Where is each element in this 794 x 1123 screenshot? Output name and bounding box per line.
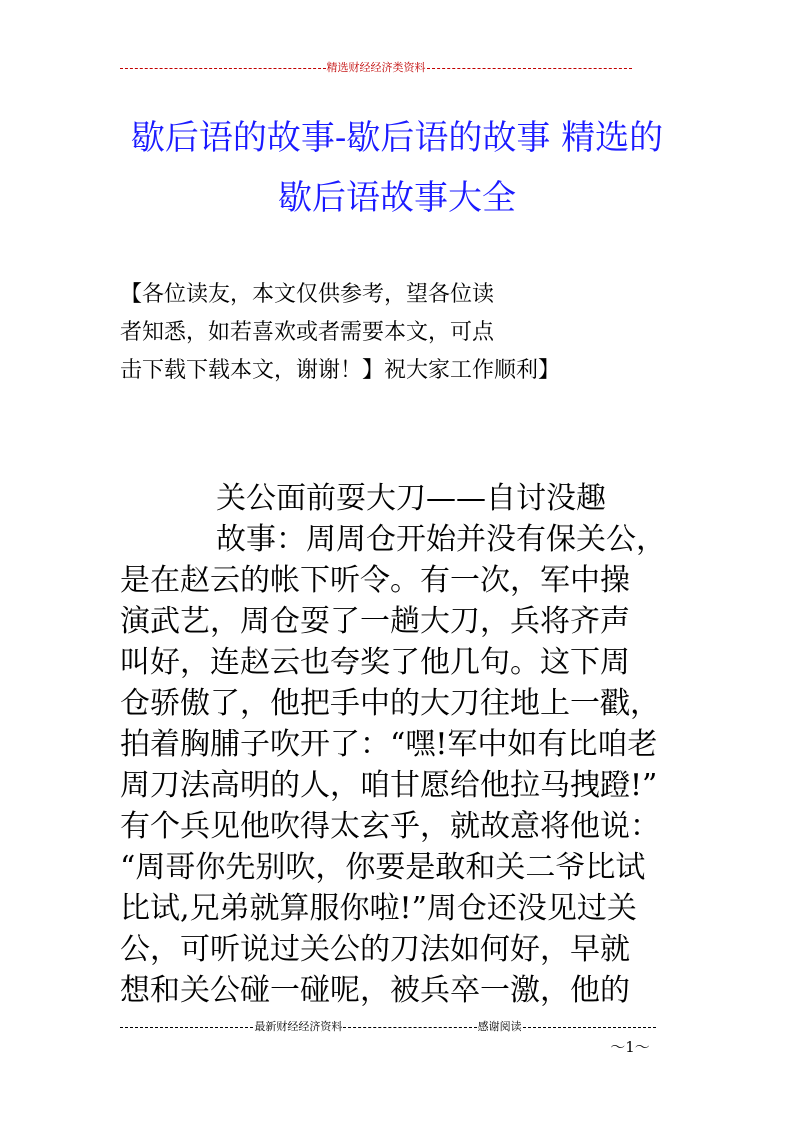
notice-line: 【各位读友，本文仅供参考，望各位读 xyxy=(120,282,495,307)
story-line: 想和关公碰一碰呢，被兵卒一激，他的 xyxy=(120,973,630,1008)
footer-divider-right xyxy=(523,1027,656,1028)
story-line: “周哥你先别吹，你要是敢和关二爷比试 xyxy=(120,850,646,885)
story-line: 演武艺，周仓耍了一趟大刀，兵将齐声 xyxy=(120,604,630,639)
header-label: 精选财经经济类资料 xyxy=(326,61,426,74)
page-header xyxy=(120,60,632,76)
story-line: 叫好，连赵云也夸奖了他几句。这下周 xyxy=(120,645,630,680)
story-line: 是在赵云的帐下听令。有一次，军中操 xyxy=(120,563,630,598)
story-line: 比试,兄弟就算服你啦!”周仓还没见过关 xyxy=(120,891,637,926)
page-number: ～1～ xyxy=(610,1038,650,1056)
footer-right-label: 感谢阅读 xyxy=(477,1020,522,1033)
story-line: 公，可听说过关公的刀法如何好，早就 xyxy=(120,932,630,967)
header-divider-right xyxy=(427,68,633,69)
story-heading: 关公面前耍大刀——自讨没趣 xyxy=(216,481,606,516)
story-line: 仓骄傲了，他把手中的大刀往地上一戳， xyxy=(120,686,660,721)
title-line: 歇后语故事大全 xyxy=(278,178,516,218)
footer-divider-left xyxy=(120,1027,253,1028)
notice-line: 者知悉，如若喜欢或者需要本文，可点 xyxy=(120,320,495,345)
document-title xyxy=(100,108,694,228)
header-divider-left xyxy=(120,68,326,69)
page-footer xyxy=(120,1019,656,1035)
footer-left-label: 最新财经经济资料 xyxy=(254,1020,343,1033)
story-line: 有个兵见他吹得太玄乎，就故意将他说： xyxy=(120,809,660,844)
story-line: 故事：周周仓开始并没有保关公， xyxy=(216,522,666,557)
story-line: 拍着胸脯子吹开了：“嘿!军中如有比咱老 xyxy=(120,727,658,762)
story-body xyxy=(120,478,700,1011)
title-line: 歇后语的故事-歇后语的故事 精选的 xyxy=(130,118,664,158)
footer-divider-middle xyxy=(343,1027,476,1028)
reader-notice xyxy=(120,276,680,390)
notice-line: 击下载下载本文，谢谢！】祝大家工作顺利】 xyxy=(120,358,561,383)
story-line: 周刀法高明的人，咱甘愿给他拉马拽蹬!” xyxy=(120,768,658,803)
